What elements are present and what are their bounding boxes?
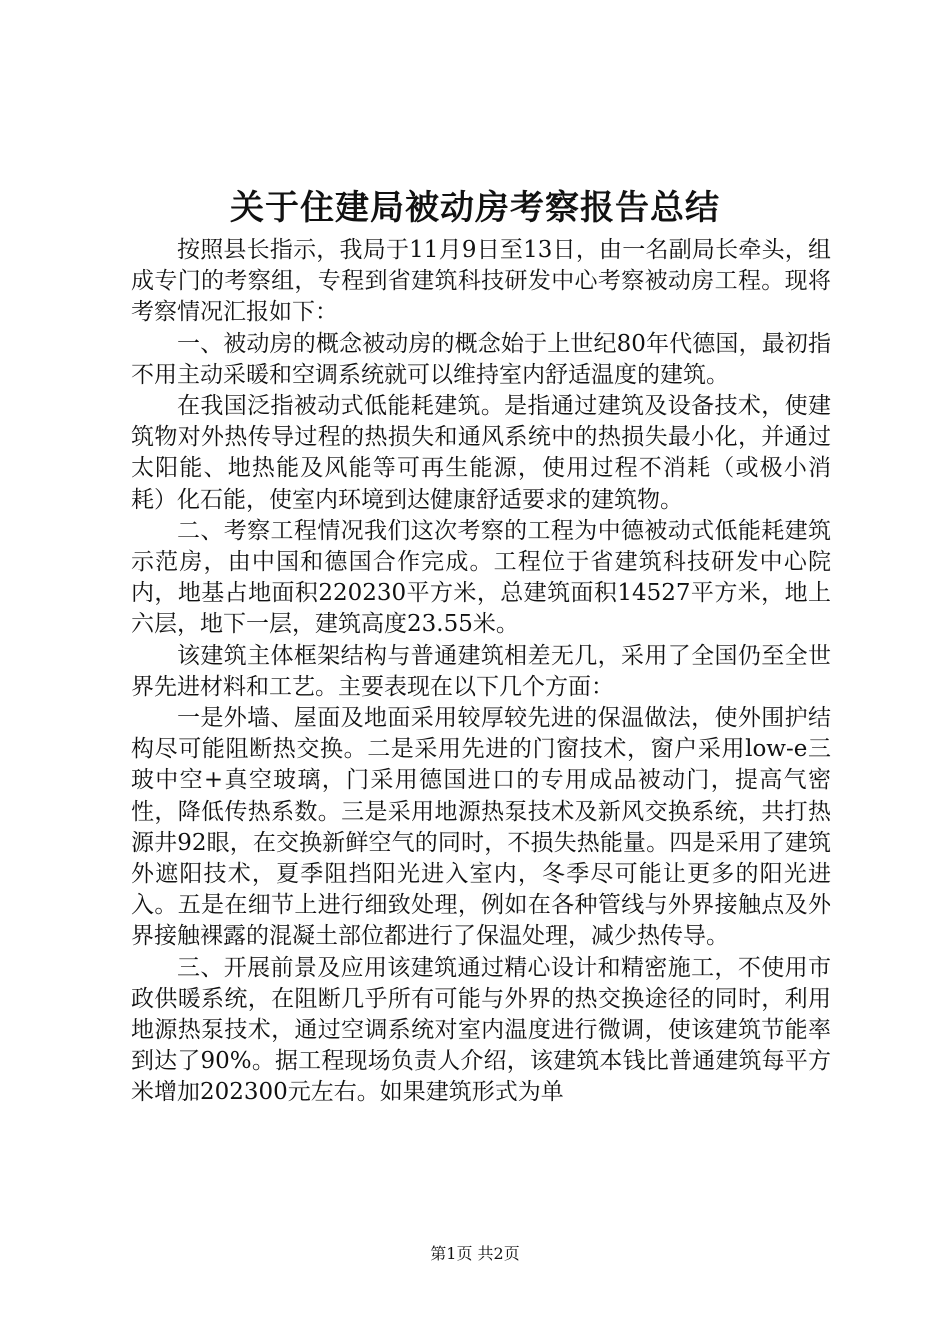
paragraph-technologies: 一是外墙、屋面及地面采用较厚较先进的保温做法，使外围护结构尽可能阻断热交换。二是采用先进的门窗技术，窗户采用low-e三玻中空+真空玻璃，门采用德国进口的专用成品被动门，提高气密性，降低传热系数。三是采用地源热泵技术及新风交换系统，共打热源井92眼，在交换新鲜空气的同时，不损失热能量。四是采用了建筑外遮阳技术，夏季阻挡阳光进入室内，冬季尽可能让更多的阳光进入。五是在细节上进行细致处理，例如在各种管线与外界接触点及外界接触裸露的混凝土部位都进行了保温处理，减少热传导。 — [131, 705, 831, 950]
paragraph-concept: 一、被动房的概念被动房的概念始于上世纪80年代德国，最初指不用主动采暖和空调系统就可以维持室内舒适温度的建筑。 — [131, 330, 831, 388]
document-body — [131, 235, 831, 1109]
paragraph-prospects: 三、开展前景及应用该建筑通过精心设计和精密施工，不使用市政供暖系统，在阻断几乎所有可能与外界的热交换途径的同时，利用地源热泵技术，通过空调系统对室内温度进行微调，使该建筑节能率到达了90%。据工程现场负责人介绍，该建筑本钱比普通建筑每平方米增加202300元左右。如果建筑形式为单 — [131, 954, 831, 1106]
paragraph-structure: 该建筑主体框架结构与普通建筑相差无几，采用了全国仍至全世界先进材料和工艺。主要表现在以下几个方面： — [131, 642, 831, 700]
page-number-footer: 第1页 共2页 — [430, 1244, 520, 1263]
paragraph-intro: 按照县长指示，我局于11月9日至13日，由一名副局长牵头，组成专门的考察组，专程到省建筑科技研发中心考察被动房工程。现将考察情况汇报如下： — [131, 237, 831, 326]
paragraph-project-info: 二、考察工程情况我们这次考察的工程为中德被动式低能耗建筑示范房，由中国和德国合作完成。工程位于省建筑科技研发中心院内，地基占地面积220230平方米，总建筑面积14527平方米，地上六层，地下一层，建筑高度23.55米。 — [131, 517, 831, 638]
paragraph-china-definition: 在我国泛指被动式低能耗建筑。是指通过建筑及设备技术，使建筑物对外热传导过程的热损失和通风系统中的热损失最小化，并通过太阳能、地热能及风能等可再生能源，使用过程不消耗（或极小消耗）化石能，使室内环境到达健康舒适要求的建筑物。 — [131, 393, 831, 513]
document-title: 关于住建局被动房考察报告总结 — [230, 188, 720, 228]
